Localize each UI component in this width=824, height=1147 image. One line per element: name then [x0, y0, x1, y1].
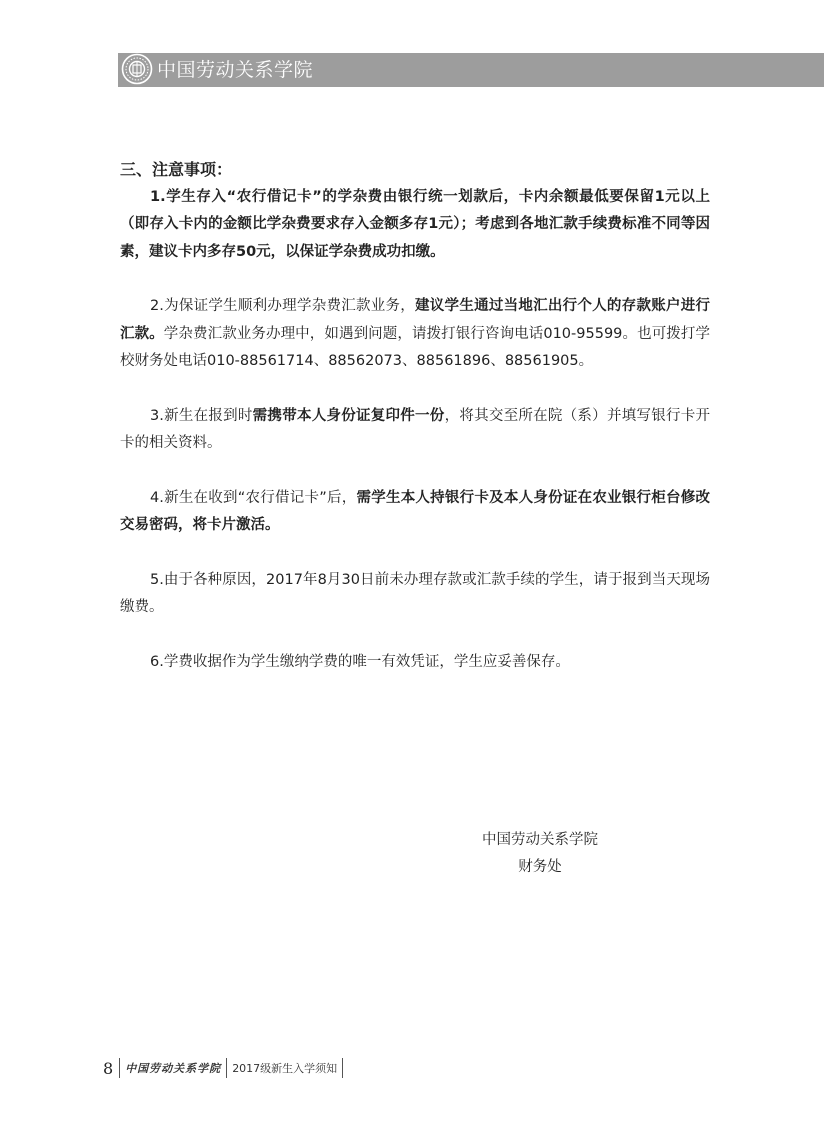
notice-paragraph — [120, 293, 710, 376]
notice-paragraph — [120, 184, 710, 267]
text: 5.由于各种原因，2017年8月30日前未办理存款或汇款手续的学生，请于报到当天现场缴费。 — [120, 571, 710, 615]
notice-paragraph — [120, 403, 710, 458]
footer-divider — [342, 1058, 343, 1078]
footer-doc-title: 2017级新生入学须知 — [232, 1062, 338, 1075]
page-footer — [103, 1057, 343, 1079]
text: 6.学费收据作为学生缴纳学费的唯一有效凭证，学生应妥善保存。 — [150, 653, 570, 670]
signature-dept: 财务处 — [518, 859, 562, 875]
text: 3.新生在报到时 — [150, 407, 253, 424]
section-title: 三、注意事项： — [120, 160, 233, 179]
notice-paragraph — [120, 485, 710, 540]
bold-text: 需携带本人身份证复印件一份 — [252, 407, 445, 424]
footer-org: 中国劳动关系学院 — [125, 1062, 222, 1075]
bold-text: 1.学生存入“农行借记卡”的学杂费由银行统一划款后，卡内余额最低要保留1元以上（即存入卡内的金额比学杂费要求存入金额多存1元）；考虑到各地汇款手续费标准不同等因素，建议卡内多存50元，以保证学杂费成功扣缴。 — [120, 188, 710, 260]
notice-paragraph — [120, 567, 710, 622]
header-title: 中国劳动关系学院 — [157, 59, 314, 81]
notice-paragraphs — [120, 184, 710, 677]
notice-paragraph — [120, 649, 710, 677]
bold-text: 需学生本人持银行卡及本人身份证在农业银行柜台修改交易密码，将卡片激活。 — [120, 489, 710, 533]
text: 2.为保证学生顺利办理学杂费汇款业务， — [150, 298, 416, 314]
text: 4.新生在收到“农行借记卡”后， — [150, 489, 357, 506]
bold-text: 建议学生通过当地汇出行个人的存款账户进行汇款。 — [120, 298, 710, 342]
school-seal-icon — [121, 53, 153, 85]
page-number: 8 — [103, 1058, 114, 1078]
notice-section — [120, 156, 710, 676]
text: 学杂费汇款业务办理中，如遇到问题，请拨打银行咨询电话010-95599。也可拨打学校财务处电话010-88561714、88562073、88561896、88561905。 — [120, 325, 710, 369]
text: ，将其交至所在院（系）并填写银行卡开卡的相关资料。 — [120, 407, 711, 451]
signature-org: 中国劳动关系学院 — [482, 832, 598, 848]
